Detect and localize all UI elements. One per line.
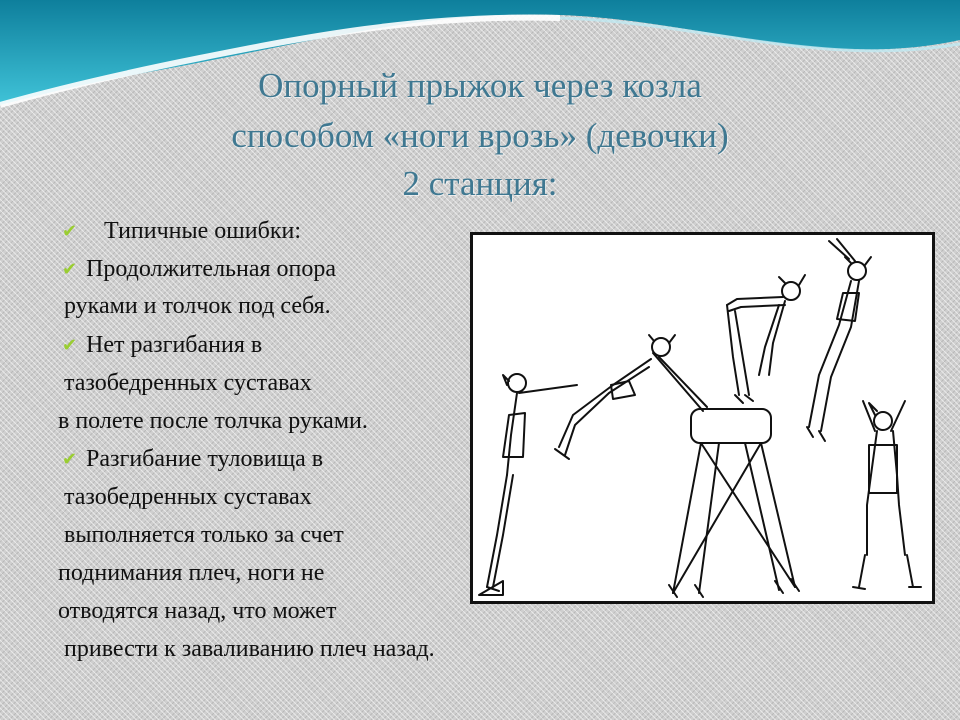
text-line-12: привести к заваливанию плеч назад. (64, 636, 435, 662)
checkmark-icon: ✔ (62, 221, 78, 241)
text-line-10: поднимания плеч, ноги не (58, 560, 325, 586)
checkmark-icon: ✔ (62, 449, 78, 469)
gymnast-2 (555, 335, 707, 459)
text-line-8: тазобедренных суставах (64, 484, 312, 510)
slide-title-line-2: способом «ноги врозь» (девочки) (231, 116, 729, 155)
text-line-3: руками и толчок под себя. (64, 293, 331, 319)
slide-title-line-3: 2 станция: (402, 164, 558, 203)
text-line-2: Продолжительная опора (86, 256, 337, 282)
vault-illustration (470, 232, 935, 604)
text-line-6: в полете после толчка руками. (58, 408, 368, 434)
gymnast-4 (807, 239, 871, 441)
text-line-11: отводятся назад, что может (58, 598, 337, 624)
gymnast-3 (727, 275, 805, 403)
vault-goat (669, 409, 799, 597)
checkmark-icon: ✔ (62, 259, 78, 279)
text-line-4: Нет разгибания в (86, 332, 263, 358)
text-line-1: Типичные ошибки: (104, 218, 301, 244)
text-line-7: Разгибание туловища в (86, 446, 324, 472)
text-line-5: тазобедренных суставах (64, 370, 312, 396)
slide-title-line-1: Опорный прыжок через козла (258, 66, 702, 105)
text-line-9: выполняется только за счет (64, 522, 344, 548)
checkmark-icon: ✔ (62, 335, 78, 355)
gymnast-5 (853, 401, 921, 589)
gymnast-1 (487, 374, 577, 591)
